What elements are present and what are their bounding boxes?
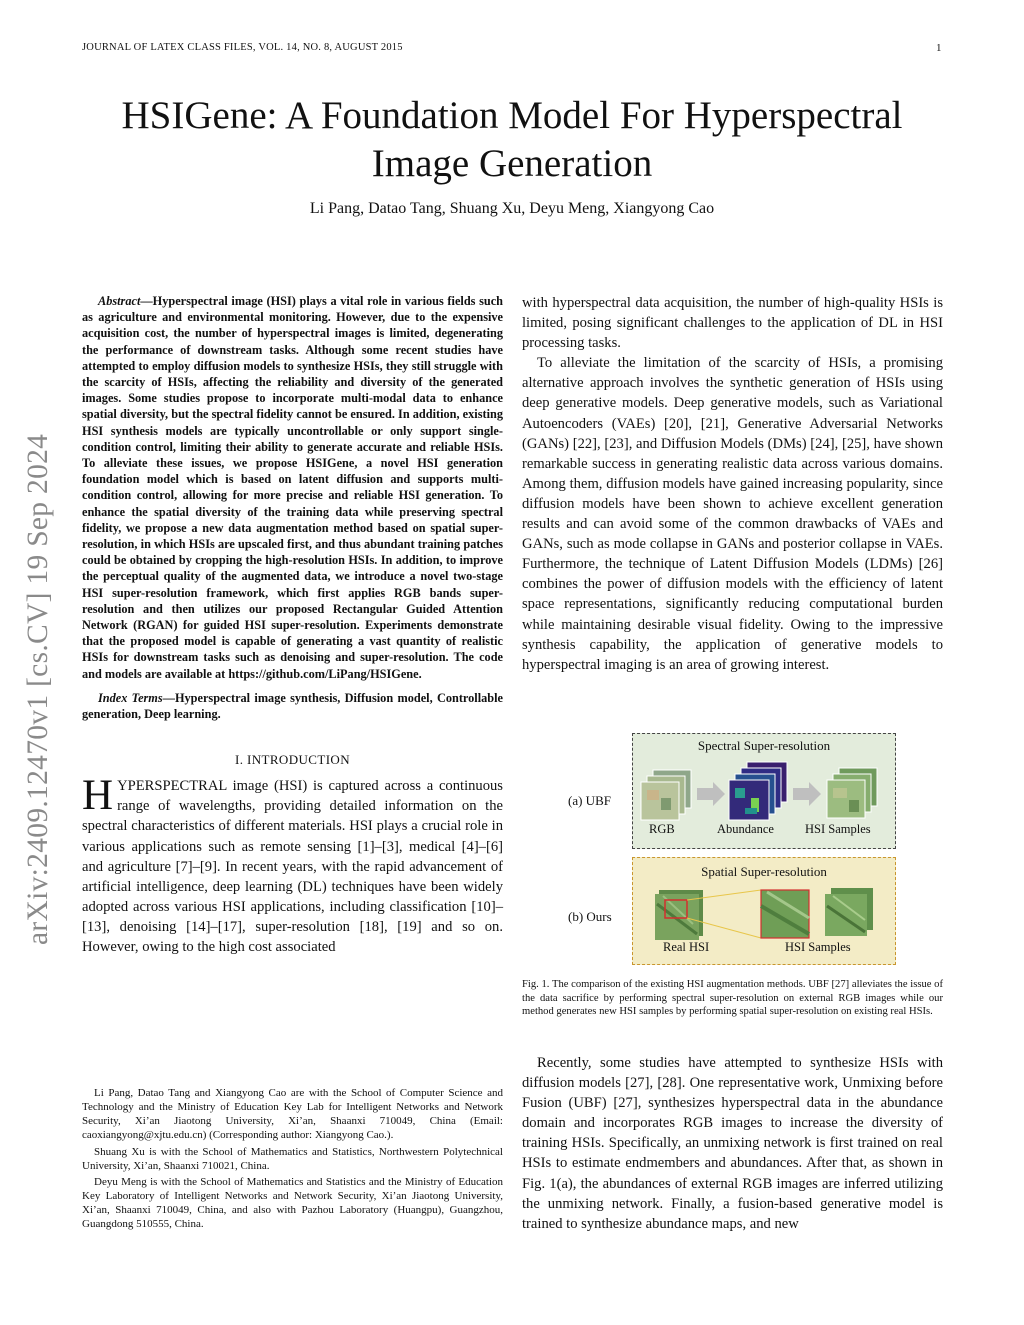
caption-hsi-samples-a: HSI Samples (805, 822, 871, 836)
section-heading-introduction: I. INTRODUCTION (234, 752, 351, 768)
running-head: JOURNAL OF LATEX CLASS FILES, VOL. 14, NO. 8, AUGUST 2015 (82, 42, 403, 53)
figure-1 (522, 733, 943, 973)
footnotes (82, 1087, 503, 1235)
arrow-right-icon (697, 782, 725, 806)
intro-paragraph (82, 772, 503, 957)
zoomed-patch (761, 890, 809, 938)
real-hsi-image (655, 890, 703, 940)
abstract-text: —Hyperspectral image (HSI) plays a vital role in various fields such as agriculture and environmental monitoring. However, due to the expensive acquisition cost, the number of hyperspectral images is limited, degenerating the performance of downstream tasks. Although some recent studies have attempted to employ diffusion models to synthesize HSIs, they still struggle with the scarcity of HSIs, affecting the reliability and diversity of the generated images. Some studies propose to incorporate multi-modal data to enhance spatial diversity, but the spectral fidelity cannot be ensured. In addition, existing HSI synthesis models are typically uncontrollable or only support single-condition control, limiting their ability to generate accurate and reliable HSIs. To alleviate these issues, we propose HSIGene, a novel HSI generation foundation model which is based on latent diffusion and supports multi-condition control, allowing for more precise and reliable HSI generation. To enhance the spatial diversity of the training data while preserving spectral fidelity, we propose a new data augmentation method based on spatial super-resolution, in which HSIs are upscaled first, and thus abundant training patches could be obtained by cropping the high-resolution HSIs. In addition, to improve the perceptual quality of the augmented data, we introduce a novel two-stage HSI super-resolution framework, which first applies RGB bands super-resolution and then utilizes our proposed Rectangular Guided Attention Network (RGAN) for guided HSI super-resolution. Experiments demonstrate that the proposed model is capable of generating a vast quantity of realistic HSIs for downstream tasks such as denoising and super-resolution. The code and models are available at https://github.com/LiPang/HSIGene. (82, 294, 503, 681)
ubf-panel-title: Spectral Super-resolution (697, 738, 831, 753)
hsi-sample-stack (827, 768, 877, 818)
right-column (522, 293, 943, 675)
left-column (82, 293, 503, 957)
figure-label-b: (b) Ours (568, 909, 612, 924)
ours-diagram (633, 884, 894, 944)
abstract-label: Abstract (98, 294, 141, 308)
right-paragraph-1: with hyperspectral data acquisition, the number of high-quality HSIs is limited, posing significant challenges to the application of DL in HSI processing tasks. (522, 295, 943, 352)
figure-label-a: (a) UBF (568, 793, 611, 808)
title-line-2: Image Generation (371, 142, 653, 185)
index-terms (82, 690, 503, 722)
abstract (82, 293, 503, 682)
right-column-continued (522, 1053, 943, 1234)
footnote-affiliation-3: Deyu Meng is with the School of Mathematics and Statistics and the Ministry of Education Key Laboratory of Intelligent Networks and Network Security, Xi’an Jiaotong University, Xi’an, Shaanxi 710049, China, and also with Pazhou Laboratory (Huangpu), Guangzhou, Guangdong 510555, China. (82, 1176, 503, 1231)
author-list: Li Pang, Datao Tang, Shuang Xu, Deyu Meng, Xiangyong Cao (309, 200, 715, 217)
ubf-panel (632, 733, 896, 849)
title-line-1: HSIGene: A Foundation Model For Hyperspectral (121, 94, 903, 137)
caption-rgb: RGB (649, 822, 675, 836)
arrow-right-icon (793, 782, 821, 806)
index-terms-text: —Hyperspectral image synthesis, Diffusion model, Controllable generation, Deep learning. (82, 690, 504, 722)
page-number: 1 (936, 42, 942, 54)
ours-panel (632, 857, 896, 965)
rgb-image-stack (641, 770, 691, 820)
abundance-map-stack (729, 762, 787, 820)
figure-1-caption: Fig. 1. The comparison of the existing HSI augmentation methods. UBF [27] alleviates the issue of the data sacrifice by performing spectral super-resolution on external RGB images while our method generates new HSI samples by performing spatial super-resolution on existing real HSIs. (522, 979, 943, 1018)
intro-text: YPERSPECTRAL image (HSI) is captured across a continuous range of wavelengths, providing detailed information on the spectral characteristics of different materials. HSI plays a crucial role in various applications such as remote sensing [1]–[3], medical [4]–[6] and agriculture [7]–[9]. In recent years, with the rapid advancement of artificial intelligence, deep learning (DL) techniques have been widely adopted across various HSI applications, including classification [10]–[13], denoising [14]–[17], super-resolution [18], [19] and so on. However, owing to the high cost associated (82, 778, 503, 956)
right-paragraph-3: Recently, some studies have attempted to synthesize HSIs with diffusion models [27], [28]. One representative work, Unmixing before Fusion (UBF) [27], synthesizes hyperspectral data in the abundance domain and incorporates RGB images to increase the diversity of training HSIs. Specifically, an unmixing network is first trained on real HSIs to estimate endmembers and abundances. After that, as shown in Fig. 1(a), the abundances of external RGB images are inferred utilizing the unmixing network. Finally, a fusion-based generative model is trained to synthesize abundance maps, and new (522, 1055, 943, 1232)
ubf-diagram (633, 758, 894, 828)
ours-panel-title: Spatial Super-resolution (701, 864, 827, 879)
arxiv-stamp: arXiv:2409.12470v1 [cs.CV] 19 Sep 2024 (22, 433, 54, 945)
caption-hsi-samples-b: HSI Samples (785, 940, 851, 954)
drop-cap: H (82, 772, 114, 820)
footnote-affiliation-1: Li Pang, Datao Tang and Xiangyong Cao are with the School of Computer Science and Technology and the Ministry of Education Key Lab for Intelligent Networks and Network Security, Xi’an Jiaotong University, Xi’an, Shaanxi 710049, China (Email: caoxiangyong@xjtu.edu.cn) (Corresponding author: Xiangyong Cao.). (82, 1087, 503, 1141)
hsi-sample-stack-b (825, 888, 873, 936)
caption-real-hsi: Real HSI (663, 940, 710, 954)
caption-abundance: Abundance (717, 822, 774, 836)
index-terms-label: Index Terms (98, 690, 163, 705)
paper-title (80, 92, 944, 188)
footnote-affiliation-2: Shuang Xu is with the School of Mathematics and Statistics, Northwestern Polytechnical University, Xi’an, Shaanxi 710021, China. (82, 1145, 503, 1172)
right-paragraph-2: To alleviate the limitation of the scarcity of HSIs, a promising alternative approach involves the synthetic generation of HSIs using deep generative models. Deep generative models, such as Variational Autoencoders (VAEs) [20], [21], Generative Adversarial Networks (GANs) [22], [23], and Diffusion Models (DMs) [24], [25], have shown remarkable success in generating realistic data across various domains. Among them, diffusion models have gained increasing popularity, since diffusion models have been shown to achieve excellent generation results and can avoid some of the common drawbacks of VAEs and GANs, such as mode collapse in GANs and posterior collapse in VAEs. Furthermore, the technique of Latent Diffusion Models (LDMs) [26] combines the power of diffusion models with the efficiency of latent space representations, significantly reducing computational burden while maintaining desirable visual fidelity. Owing to the impressive synthesis capability, the application of generative models to hyperspectral imaging is an area of growing interest. (522, 355, 943, 673)
